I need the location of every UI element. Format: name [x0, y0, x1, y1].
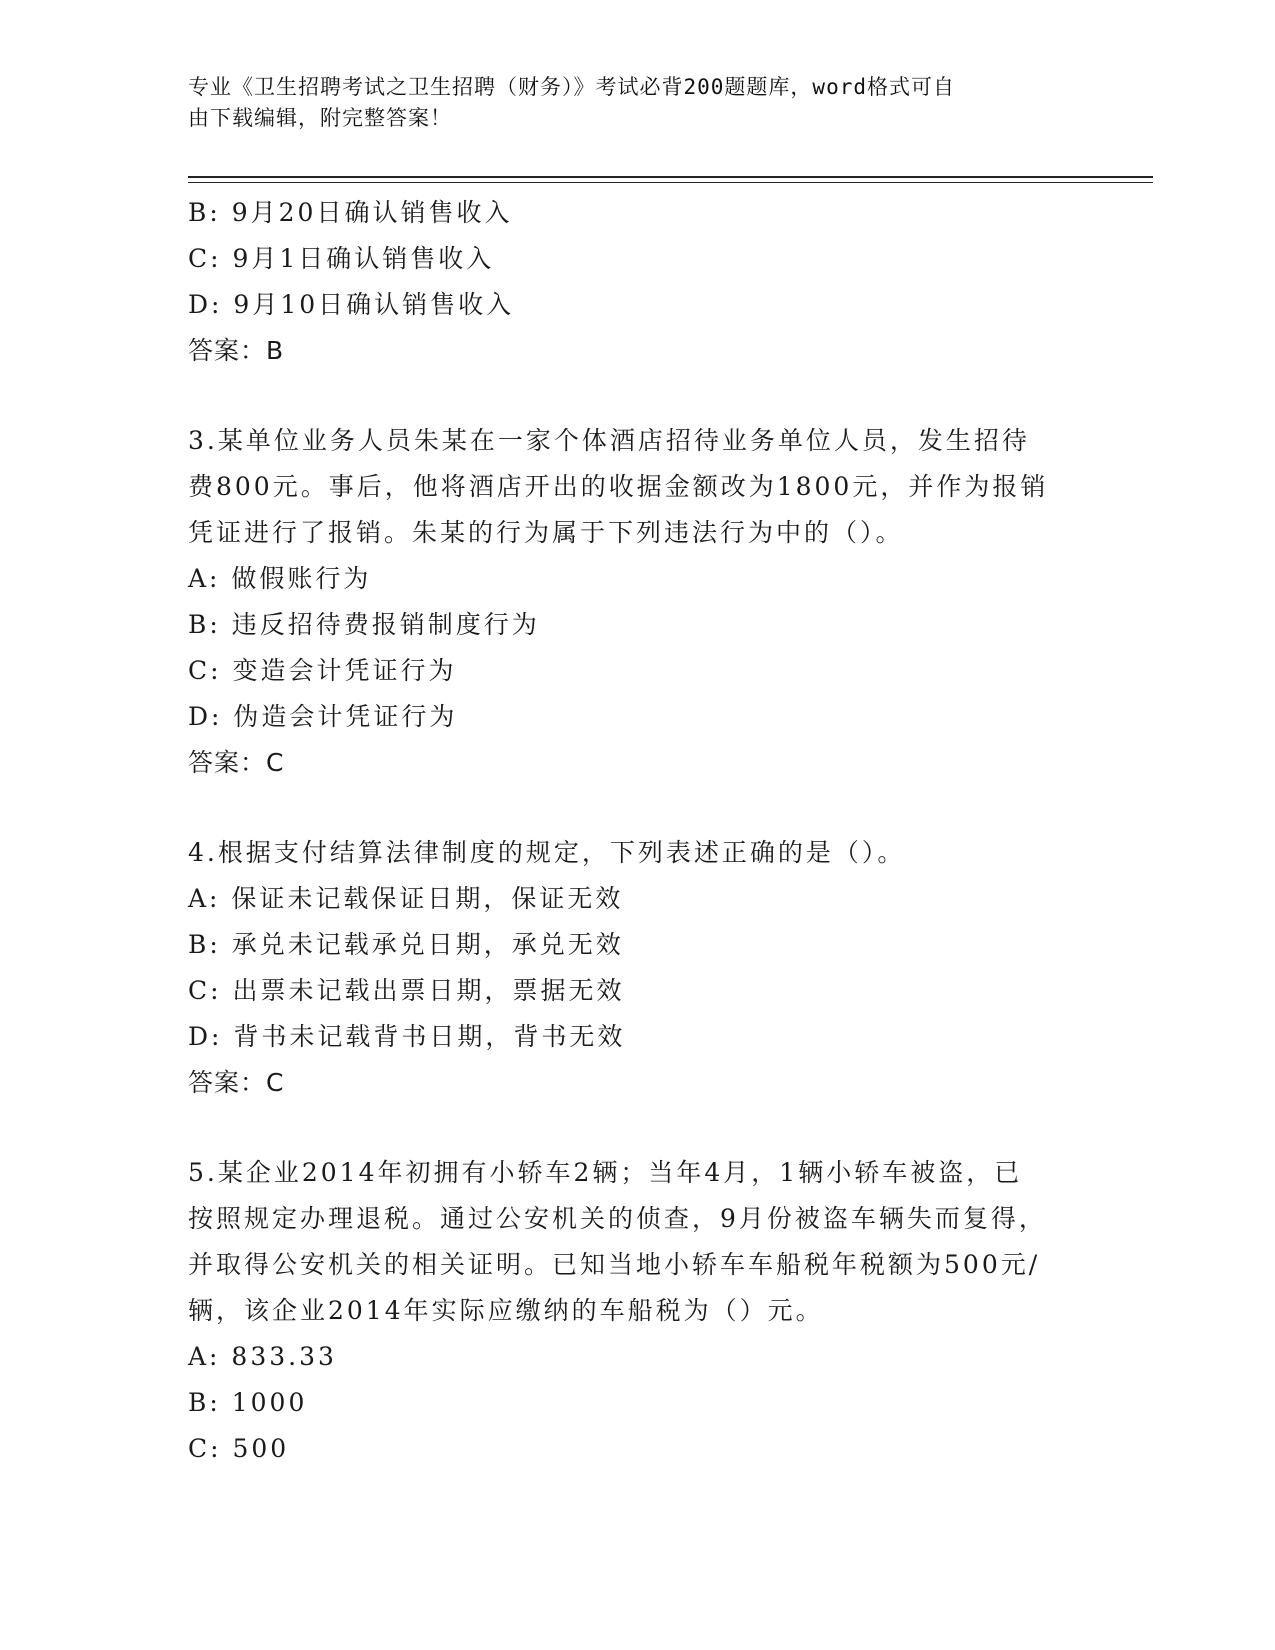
- question-3: [188, 418, 1088, 786]
- option-b: B: 9月20日确认销售收入: [188, 198, 513, 227]
- question-2-tail: [188, 190, 1088, 374]
- spacer: [188, 374, 1088, 418]
- option-a: A: 833.33: [188, 1342, 337, 1371]
- answer: 答案：B: [188, 336, 285, 365]
- option-d: D: 背书未记载背书日期，背书无效: [188, 1022, 626, 1051]
- option-c: C: 9月1日确认销售收入: [188, 244, 495, 273]
- header-line-2: 由下载编辑，附完整答案！: [188, 106, 452, 130]
- question-stem-line: 辆，该企业2014年实际应缴纳的车船税为（）元。: [188, 1296, 824, 1325]
- option-d: D: 9月10日确认销售收入: [188, 290, 515, 319]
- answer: 答案：C: [188, 1068, 285, 1097]
- question-stem-line: 按照规定办理退税。通过公安机关的侦查，9月份被盗车辆失而复得，: [188, 1204, 1047, 1233]
- spacer: [188, 1106, 1088, 1150]
- question-content: [188, 190, 1088, 1472]
- question-4: [188, 830, 1088, 1106]
- option-b: B: 1000: [188, 1388, 308, 1417]
- question-stem-line: 费800元。事后，他将酒店开出的收据金额改为1800元，并作为报销: [188, 472, 1049, 501]
- option-c: C: 变造会计凭证行为: [188, 656, 457, 685]
- option-c: C: 500: [188, 1434, 290, 1463]
- spacer: [188, 786, 1088, 830]
- option-b: B: 违反招待费报销制度行为: [188, 610, 540, 639]
- option-c: C: 出票未记载出票日期，票据无效: [188, 976, 625, 1005]
- header-rule-thick: [188, 176, 1153, 178]
- question-stem-line: 凭证进行了报销。朱某的行为属于下列违法行为中的（）。: [188, 518, 904, 547]
- header-line-1: 专业《卫生招聘考试之卫生招聘（财务）》考试必背200题题库，word格式可自: [188, 75, 955, 99]
- option-b: B: 承兑未记载承兑日期，承兑无效: [188, 930, 624, 959]
- header-rule-thin: [188, 182, 1153, 183]
- question-stem-line: 5.某企业2014年初拥有小轿车2辆；当年4月，1辆小轿车被盗，已: [188, 1158, 1023, 1187]
- option-d: D: 伪造会计凭证行为: [188, 702, 458, 731]
- answer: 答案：C: [188, 748, 285, 777]
- option-a: A: 做假账行为: [188, 564, 372, 593]
- question-stem-line: 并取得公安机关的相关证明。已知当地小轿车车船税年税额为500元/: [188, 1250, 1041, 1279]
- question-stem-line: 4.根据支付结算法律制度的规定，下列表述正确的是（）。: [188, 838, 906, 867]
- question-stem-line: 3.某单位业务人员朱某在一家个体酒店招待业务单位人员，发生招待: [188, 426, 1030, 455]
- question-5: [188, 1150, 1088, 1472]
- document-header: [188, 72, 1068, 134]
- option-a: A: 保证未记载保证日期，保证无效: [188, 884, 624, 913]
